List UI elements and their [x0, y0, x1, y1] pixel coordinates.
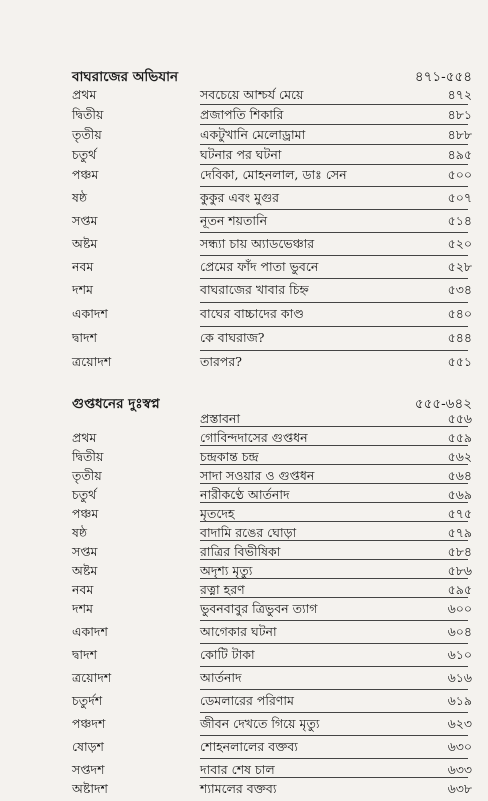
chapter-title: সাদা সওয়ার ও গুপ্তধন: [200, 468, 315, 483]
page-number: ৫২০: [447, 236, 472, 251]
chapter-title: তারপর?: [200, 354, 242, 369]
chapter-title: রত্না হরণ: [200, 582, 245, 597]
chapter-title: নূতন শয়তানি: [200, 213, 268, 228]
divider: [200, 666, 468, 667]
toc-entry: [72, 189, 472, 209]
chapter-title: আর্তনাদ: [200, 670, 242, 685]
chapter-ordinal: অষ্টম: [72, 563, 98, 578]
toc-entry: [72, 646, 472, 666]
divider: [200, 445, 468, 446]
page-number: ৬০০: [447, 601, 472, 616]
chapter-ordinal: সপ্তম: [72, 213, 98, 228]
chapter-ordinal: তৃতীয়: [72, 468, 102, 483]
toc-entry: [72, 212, 472, 232]
divider: [200, 483, 468, 484]
toc-entry: [72, 738, 472, 758]
page-number: ৫৭৫: [447, 506, 472, 521]
chapter-ordinal: তৃতীয়: [72, 127, 102, 142]
chapter-title: মৃতদেহ: [200, 506, 235, 521]
page-number: ৬৩৮: [447, 781, 472, 796]
chapter-ordinal: পঞ্চম: [72, 167, 99, 182]
section-header: [72, 66, 472, 86]
section-page-range: ৪৭১-৫৫৪: [414, 69, 472, 85]
page-number: ৫৬৯: [447, 487, 472, 502]
divider: [200, 186, 468, 187]
chapter-title: ঘটনার পর ঘটনা: [200, 147, 282, 162]
divider: [200, 643, 468, 644]
page-number: ৪৮৮: [447, 127, 472, 142]
divider: [200, 540, 468, 541]
chapter-title: অদৃশ্য মৃত্যু: [200, 563, 253, 578]
chapter-title: প্রেমের ফাঁদ পাতা ভুবনে: [200, 259, 319, 274]
chapter-ordinal: দশম: [72, 601, 93, 616]
chapter-title: ডেমলারের পরিণাম: [200, 693, 294, 708]
divider: [200, 597, 468, 598]
divider: [200, 124, 468, 125]
chapter-ordinal: পঞ্চম: [72, 506, 99, 521]
chapter-title: কুকুর এবং মুগুর: [200, 190, 280, 205]
chapter-ordinal: প্রথম: [72, 430, 97, 445]
divider: [200, 758, 468, 759]
toc-entry: [72, 581, 472, 601]
toc-entry: [72, 410, 472, 430]
chapter-ordinal: দ্বাদশ: [72, 330, 98, 345]
divider: [200, 521, 468, 522]
toc-entry: [72, 543, 472, 563]
chapter-title: একটুখানি মেলোড্রামা: [200, 127, 306, 142]
toc-entry: [72, 669, 472, 689]
page-number: ৫১৪: [447, 213, 472, 228]
page-number: ৫০৭: [447, 190, 472, 205]
toc-entry: [72, 448, 472, 468]
chapter-ordinal: দশম: [72, 282, 93, 297]
toc-entry: [72, 524, 472, 544]
chapter-ordinal: নবম: [72, 582, 94, 597]
toc-entry: [72, 429, 472, 449]
page-number: ৪৯৫: [447, 147, 472, 162]
chapter-ordinal: একাদশ: [72, 306, 108, 321]
divider: [200, 164, 468, 165]
toc-entry: [72, 486, 472, 506]
divider: [200, 326, 468, 327]
chapter-title: শোহনলালের বক্তব্য: [200, 739, 298, 754]
page-number: ৫৭৯: [447, 525, 472, 540]
chapter-ordinal: চতুর্থ: [72, 147, 97, 162]
chapter-title: নারীকণ্ঠে আর্তনাদ: [200, 487, 290, 502]
chapter-title: বাঘের বাচ্চাদের কাণ্ড: [200, 306, 304, 321]
divider: [200, 735, 468, 736]
divider: [200, 255, 468, 256]
toc-entry: [72, 562, 472, 582]
toc-entry: [72, 106, 472, 126]
divider: [200, 620, 468, 621]
chapter-title: গোবিন্দদাসের গুপ্তধন: [200, 430, 308, 445]
page-number: ৫৬২: [447, 449, 472, 464]
page-number: ৬০৪: [447, 624, 472, 639]
toc-entry: [72, 329, 472, 349]
divider: [200, 232, 468, 233]
chapter-title: বাদামি রঙের ঘোড়া: [200, 525, 297, 540]
divider: [200, 578, 468, 579]
page-number: ৬৩৩: [447, 762, 472, 777]
chapter-title: ভুবনবাবুর ত্রিভুবন ত্যাগ: [200, 601, 318, 616]
chapter-title: দেবিকা, মোহনলাল, ডাঃ সেন: [200, 167, 347, 182]
chapter-ordinal: চতুর্থ: [72, 487, 97, 502]
toc-entry: [72, 467, 472, 487]
divider: [200, 502, 468, 503]
chapter-ordinal: দ্বাদশ: [72, 647, 98, 662]
toc-entry: [72, 780, 472, 800]
chapter-ordinal: ত্রয়োদশ: [72, 670, 112, 685]
chapter-ordinal: প্রথম: [72, 87, 97, 102]
divider: [200, 689, 468, 690]
chapter-title: রাত্রির বিভীষিকা: [200, 544, 281, 559]
divider: [200, 777, 468, 778]
toc-entry: [72, 235, 472, 255]
divider: [200, 104, 468, 105]
toc-entry: [72, 281, 472, 301]
toc-entry: [72, 715, 472, 735]
toc-entry: [72, 258, 472, 278]
page-number: ৪৮১: [447, 107, 472, 122]
toc-entry: [72, 86, 472, 106]
chapter-ordinal: ষষ্ঠ: [72, 525, 88, 540]
chapter-title: দাবার শেষ চাল: [200, 762, 275, 777]
page-number: ৫৮৬: [447, 563, 472, 578]
page-number: ৫৫৬: [447, 411, 472, 426]
divider: [200, 559, 468, 560]
chapter-ordinal: অষ্টম: [72, 236, 98, 251]
chapter-ordinal: সপ্তম: [72, 544, 98, 559]
page-number: ৫৫১: [447, 354, 472, 369]
page-number: ৬১৯: [447, 693, 472, 708]
page-number: ৬১৬: [447, 670, 472, 685]
toc-entry: [72, 146, 472, 166]
chapter-title: সবচেয়ে আশ্চর্য মেয়ে: [200, 87, 304, 102]
chapter-title: আগেকার ঘটনা: [200, 624, 277, 639]
chapter-ordinal: অষ্টাদশ: [72, 781, 108, 796]
chapter-title: প্রস্তাবনা: [200, 411, 240, 426]
toc-entry: [72, 600, 472, 620]
divider: [200, 144, 468, 145]
chapter-ordinal: দ্বিতীয়: [72, 107, 104, 122]
toc-entry: [72, 305, 472, 325]
page-number: ৫৪৪: [447, 330, 472, 345]
page-number: ৬১০: [447, 647, 472, 662]
chapter-ordinal: দ্বিতীয়: [72, 449, 104, 464]
toc-entry: [72, 505, 472, 525]
divider: [200, 278, 468, 279]
chapter-title: প্রজাপতি শিকারি: [200, 107, 284, 122]
page-number: ৫৯৫: [447, 582, 472, 597]
divider: [200, 712, 468, 713]
chapter-title: চন্দ্রকান্ত চন্দ্র: [200, 449, 259, 464]
divider: [200, 209, 468, 210]
page-number: ৬৩০: [447, 739, 472, 754]
chapter-ordinal: একাদশ: [72, 624, 108, 639]
chapter-ordinal: পঞ্চদশ: [72, 716, 106, 731]
chapter-title: শ্যামলের বক্তব্য: [200, 781, 277, 796]
page-number: ৫০০: [447, 167, 472, 182]
chapter-title: কে বাঘরাজ?: [200, 330, 265, 345]
toc-entry: [72, 353, 472, 373]
page-number: ৫৫৯: [447, 430, 472, 445]
chapter-title: কোটি টাকা: [200, 647, 255, 662]
page-number: ৫২৮: [447, 259, 472, 274]
chapter-ordinal: ষোড়শ: [72, 739, 104, 754]
page-number: ৫৬৪: [447, 468, 472, 483]
section-title: গুপ্তধনের দুঃস্বপ্ন: [72, 396, 160, 412]
section-title: বাঘরাজের অভিযান: [72, 69, 179, 85]
divider: [200, 426, 468, 427]
toc-entry: [72, 166, 472, 186]
chapter-ordinal: ত্রয়োদশ: [72, 354, 112, 369]
chapter-ordinal: নবম: [72, 259, 94, 274]
chapter-title: জীবন দেখতে গিয়ে মৃত্যু: [200, 716, 320, 731]
page-number: ৫৪০: [447, 306, 472, 321]
divider: [200, 350, 468, 351]
chapter-title: বাঘরাজের খাবার চিহ্ন: [200, 282, 309, 297]
page-number: ৫৮৪: [447, 544, 472, 559]
chapter-ordinal: চতুর্দশ: [72, 693, 103, 708]
toc-entry: [72, 126, 472, 146]
page-number: ৫৩৪: [447, 282, 472, 297]
section-page-range: ৫৫৫-৬৪২: [414, 396, 472, 412]
divider: [200, 302, 468, 303]
toc-entry: [72, 623, 472, 643]
page-number: ৪৭২: [447, 87, 472, 102]
page-number: ৬২৩: [447, 716, 472, 731]
chapter-title: সন্ধ্যা চায় অ্যাডভেঞ্চার: [200, 236, 315, 251]
toc-entry: [72, 761, 472, 781]
chapter-ordinal: ষষ্ঠ: [72, 190, 88, 205]
divider: [200, 464, 468, 465]
chapter-ordinal: সপ্তদশ: [72, 762, 105, 777]
toc-entry: [72, 692, 472, 712]
